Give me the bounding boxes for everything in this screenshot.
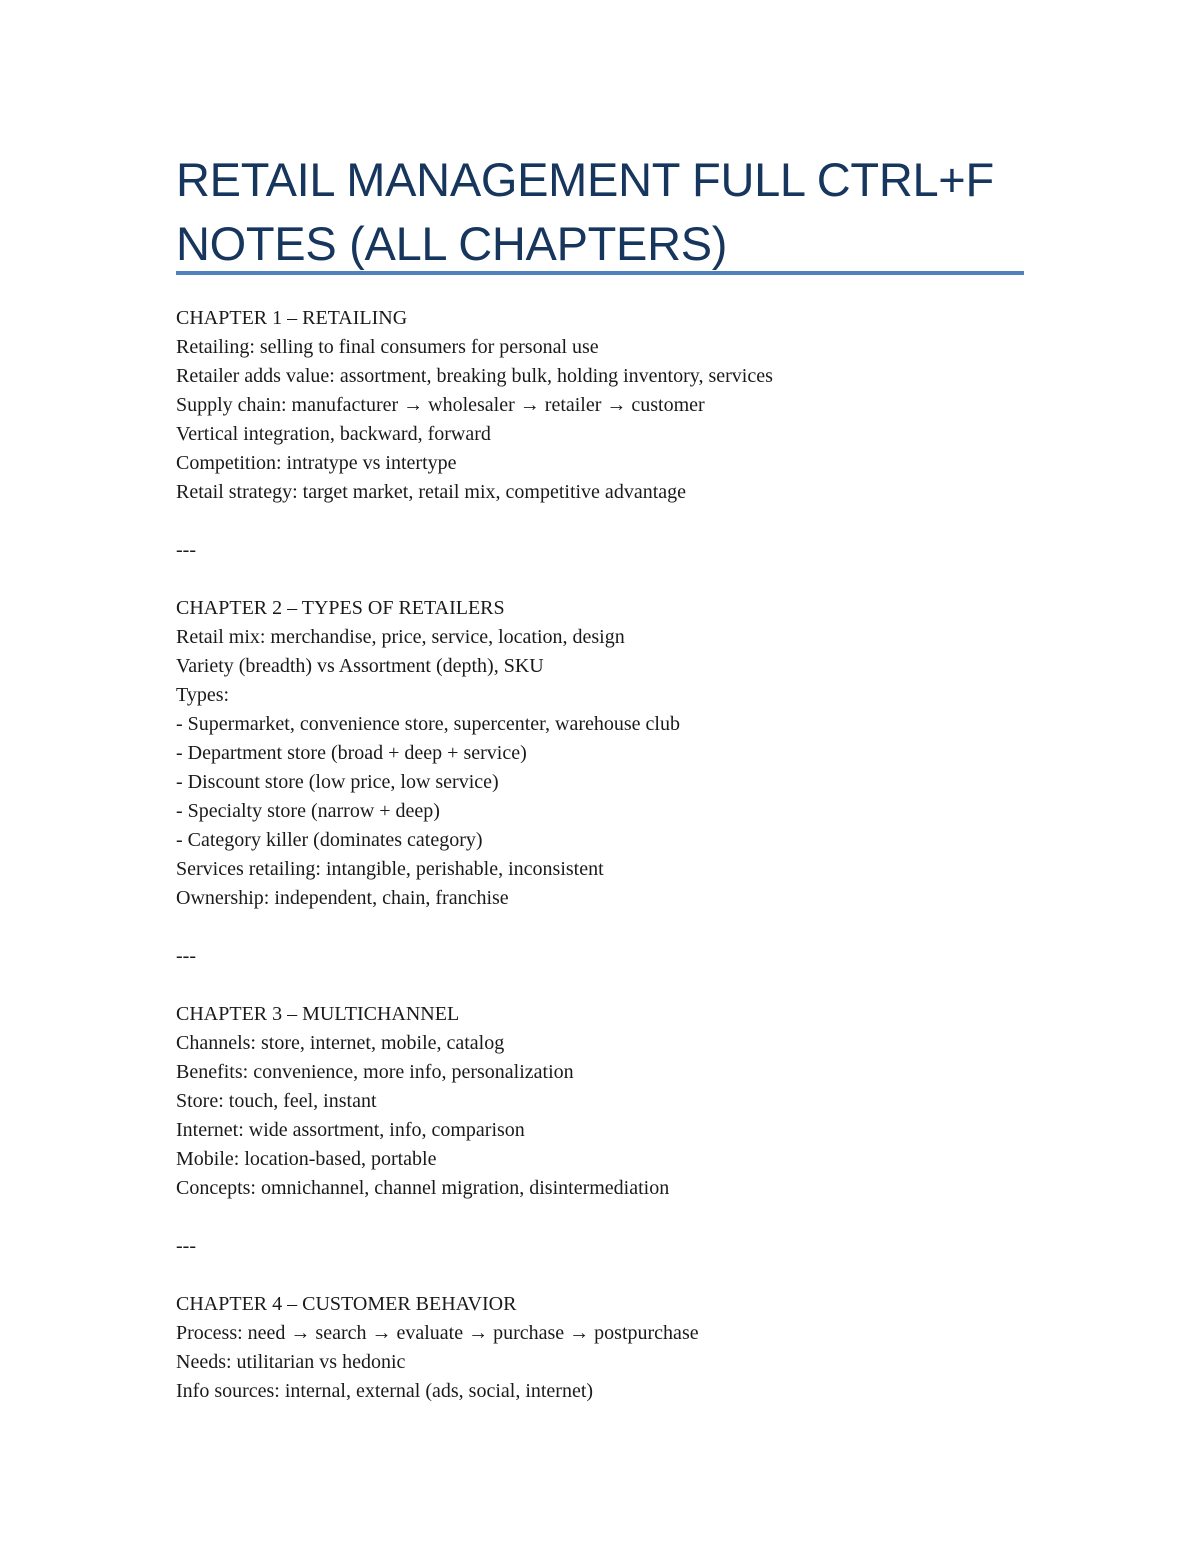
section-separator: --- bbox=[176, 539, 196, 561]
chapter-heading: CHAPTER 2 – TYPES OF RETAILERS bbox=[176, 597, 505, 619]
note-line: Ownership: independent, chain, franchise bbox=[176, 887, 509, 909]
blank-line bbox=[176, 565, 1076, 594]
chapter-section bbox=[176, 594, 1076, 913]
blank-line bbox=[176, 913, 1076, 942]
note-line: Process: need → search → evaluate → purchase → postpurchase bbox=[176, 1322, 699, 1344]
chapter-heading: CHAPTER 1 – RETAILING bbox=[176, 307, 408, 329]
note-line: Retailing: selling to final consumers for personal use bbox=[176, 336, 599, 358]
note-line: - Specialty store (narrow + deep) bbox=[176, 800, 440, 822]
chapter-section bbox=[176, 1000, 1076, 1203]
blank-line bbox=[176, 507, 1076, 536]
note-line: Internet: wide assortment, info, comparison bbox=[176, 1119, 525, 1141]
note-line: Services retailing: intangible, perishable, inconsistent bbox=[176, 858, 604, 880]
note-line: Needs: utilitarian vs hedonic bbox=[176, 1351, 406, 1373]
blank-line bbox=[176, 1203, 1076, 1232]
title-underline-rule bbox=[176, 271, 1024, 275]
blank-line bbox=[176, 971, 1076, 1000]
note-line: Types: bbox=[176, 684, 230, 706]
note-line: - Category killer (dominates category) bbox=[176, 829, 483, 851]
note-line: Concepts: omnichannel, channel migration, disintermediation bbox=[176, 1177, 670, 1199]
document-body bbox=[176, 304, 1076, 1406]
note-line: - Discount store (low price, low service) bbox=[176, 771, 499, 793]
chapter-section bbox=[176, 304, 1076, 507]
note-line: Retailer adds value: assortment, breaking bulk, holding inventory, services bbox=[176, 365, 773, 387]
document-title: RETAIL MANAGEMENT FULL CTRL+F NOTES (ALL CHAPTERS) bbox=[176, 153, 994, 270]
section-separator: --- bbox=[176, 1235, 196, 1257]
note-line: Store: touch, feel, instant bbox=[176, 1090, 377, 1112]
note-line: Supply chain: manufacturer → wholesaler → retailer → customer bbox=[176, 394, 705, 416]
chapter-heading: CHAPTER 3 – MULTICHANNEL bbox=[176, 1003, 460, 1025]
note-line: Channels: store, internet, mobile, catalog bbox=[176, 1032, 505, 1054]
note-line: - Supermarket, convenience store, supercenter, warehouse club bbox=[176, 713, 680, 735]
chapter-heading: CHAPTER 4 – CUSTOMER BEHAVIOR bbox=[176, 1293, 517, 1315]
note-line: Retail strategy: target market, retail mix, competitive advantage bbox=[176, 481, 686, 503]
note-line: - Department store (broad + deep + service) bbox=[176, 742, 527, 764]
note-line: Variety (breadth) vs Assortment (depth), SKU bbox=[176, 655, 544, 677]
note-line: Mobile: location-based, portable bbox=[176, 1148, 437, 1170]
blank-line bbox=[176, 1261, 1076, 1290]
note-line: Benefits: convenience, more info, personalization bbox=[176, 1061, 574, 1083]
note-line: Competition: intratype vs intertype bbox=[176, 452, 457, 474]
note-line: Vertical integration, backward, forward bbox=[176, 423, 491, 445]
section-separator: --- bbox=[176, 945, 196, 967]
chapter-section bbox=[176, 1290, 1076, 1406]
note-line: Info sources: internal, external (ads, social, internet) bbox=[176, 1380, 594, 1402]
note-line: Retail mix: merchandise, price, service, location, design bbox=[176, 626, 625, 648]
